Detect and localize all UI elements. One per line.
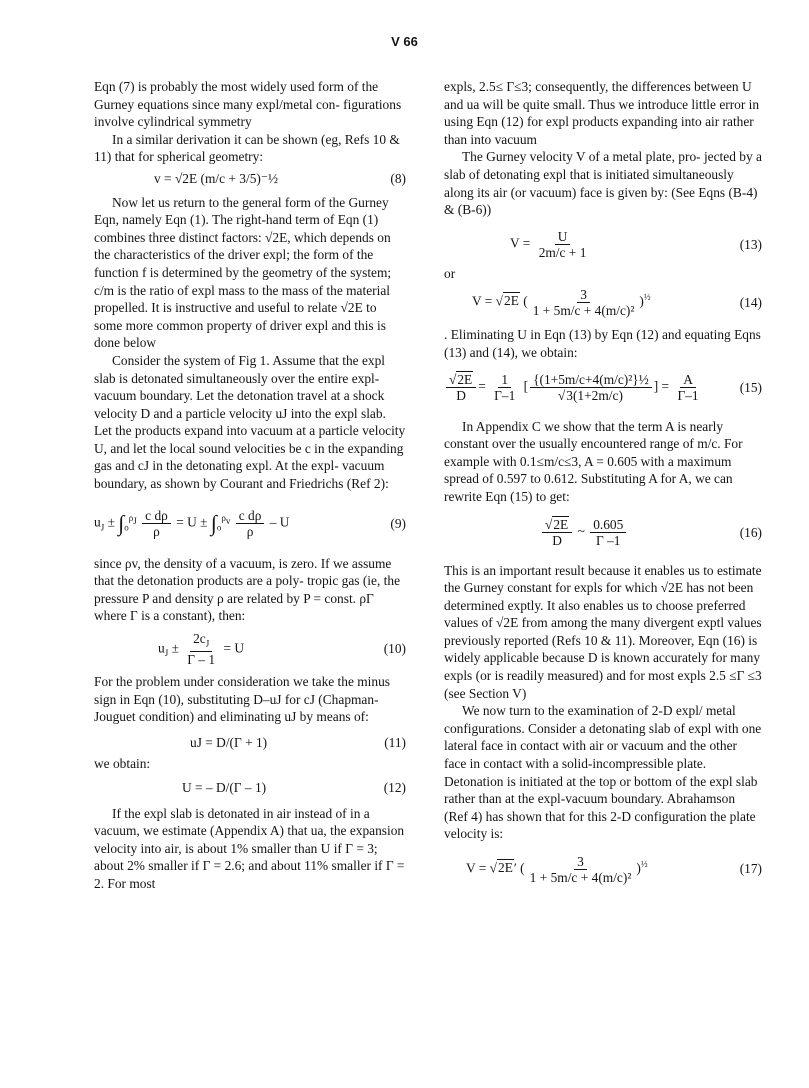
- equation-number: (10): [383, 641, 406, 657]
- equation-body: V = √2E′ ( $\frac{3}{\text{1 + 5m/c + 4(m/c)²}}$ )$^{\frac{1}{2}}$: [466, 853, 648, 885]
- equation-body: uJ = D/(Γ + 1): [190, 734, 268, 750]
- equation-body: $u_J \pm \int_o^{\rho_J}$ $\frac{\text{c dρ}}{\rho}$ = $U \pm \int_o^{\rho_v}$ $\frac{\text{c dρ}}{\rho}$ – U: [94, 508, 290, 540]
- equation-number: (15): [739, 379, 762, 395]
- equation-13: [510, 227, 762, 263]
- equation-number: (17): [739, 861, 762, 877]
- equation-body: V = √2E ( $\frac{3}{\text{1 + 5m/c + 4(m/c)²}}$ )$^{\frac{1}{2}}$: [472, 286, 651, 318]
- equation-9: [94, 503, 406, 545]
- paragraph: We now turn to the examination of 2-D expl/ metal configurations. Consider a detonating slab of expl with one lateral face in contact with air or vacuum and the other face in contact with a solid-incompressible plate. Detonation is initiated at the top or bottom of the expl slab rather than at the expl-vacuum boundary. Abrahamson (Ref 4) has shown that for this 2-D configuration the plate velocity is:: [444, 703, 762, 842]
- paragraph: Consider the system of Fig 1. Assume that the expl slab is detonated simultaneously over the entire expl-vacuum boundary. Let the detonation travel at a shock velocity D and a particle velocity uJ into the expl slab. Let the products expand into vacuum at a particle velocity U, and let the local sound velocities be c in the expanding gas and cJ in the detonating expl. At the expl- vacuum boundary, as shown by Courant and Friedrichs (Ref 2):: [94, 352, 406, 492]
- equation-number: (13): [739, 236, 762, 252]
- equation-body: v = √2E (m/c + 3/5)⁻½: [154, 170, 278, 186]
- paragraph: In Appendix C we show that the term A is nearly constant over the usually encountered range of m/c. For example with 0.1≤m/c≤3, A = 0.605 with a maximum spread of 0.597 to 0.612. Substituting A for A, we can rewrite Eqn (15) to get:: [444, 418, 743, 504]
- equation-body: $\frac{√2E}{D}$ = $\frac{1}{\Gamma-1}$ [ $\frac{\text{\{(1+5m/c+4(m/c)²\}½}}{√3(1+2m/c)}$ ] = $\frac{A}{\Gamma-1}$: [444, 372, 722, 403]
- paragraph: The Gurney velocity V of a metal plate, pro- jected by a slab of detonating expl that is initiated simultaneously along its air (or vacuum) face is given by: (See Eqns (B-4) & (B-6)): [444, 149, 762, 218]
- equation-16: [540, 514, 762, 552]
- paragraph: we obtain:: [94, 756, 151, 772]
- equation-15: [444, 368, 762, 408]
- left-column: [94, 78, 406, 893]
- equation-12: [182, 779, 406, 797]
- equation-number: (8): [390, 170, 406, 186]
- right-column: [444, 78, 762, 887]
- paragraph: . Eliminating U in Eqn (13) by Eqn (12) and equating Eqns (13) and (14), we obtain:: [444, 327, 761, 360]
- equation-14: [472, 284, 762, 320]
- paragraph: Now let us return to the general form of the Gurney Eqn, namely Eqn (1). The right-hand term of Eqn (1) combines three distinct factors: √2E, which depends on the characteristics of the driver expl; the form of the function f is determined by the geometry of the system; c/m is the ratio of expl mass to the mass of the material propelled. It is instructive and useful to relate √2E to some more common property of driver expl and this is done below: [94, 194, 392, 351]
- equation-body: $u_J$ ± $\frac{2c_J}{\Gamma - 1}$ = U: [158, 630, 245, 668]
- equation-17: [466, 851, 762, 887]
- equation-body: V = $\frac{U}{2m/c + 1}$: [510, 229, 587, 261]
- equation-11: [190, 734, 406, 752]
- page-number: V 66: [391, 34, 418, 49]
- paragraph: This is an important result because it enables us to estimate the Gurney constant for expls for which √2E has not been determined exptly. It also enables us to choose preferred values of √2E from among the many divergent exptl values previously reported (Refs 10 & 11). Moreover, Eqn (16) is widely applicable because D is known accurately for many expls (or is readily measured) and for most expls 2.5 ≤Γ ≤3 (see Section V): [444, 562, 762, 701]
- paragraph: If the expl slab is detonated in air instead of in a vacuum, we estimate (Appendix A) that ua, the expansion velocity into air, is about 1% smaller than U if Γ = 3; about 2% smaller if Γ = 2.6; and about 11% smaller if Γ = 2. For most: [94, 805, 405, 891]
- equation-number: (12): [383, 780, 406, 795]
- equation-body: $\frac{√2E}{D}$ ~ $\frac{0.605}{\Gamma -1}$: [540, 517, 722, 548]
- equation-10: [158, 631, 406, 667]
- equation-number: (16): [739, 524, 762, 540]
- equation-number: (11): [384, 734, 406, 750]
- or-text: or: [444, 265, 456, 281]
- paragraph: For the problem under consideration we take the minus sign in Eqn (10), substituting D–uJ for cJ (Chapman-Jouguet condition) and eliminating uJ by means of:: [94, 674, 391, 725]
- paragraph: since ρv, the density of a vacuum, is zero. If we assume that the detonation products are a poly- tropic gas (ie, the pressure P and density ρ are related by P = const. ρΓ where Γ is a constant), then:: [94, 555, 401, 624]
- paragraph: expls, 2.5≤ Γ≤3; consequently, the differences between U and ua will be quite small. Thus we introduce little error in using Eqn (12) for expl products expanding into air rather than into vacuum: [444, 79, 760, 147]
- equation-body: U = – D/(Γ – 1): [182, 780, 267, 795]
- paragraph: In a similar derivation it can be shown (eg, Refs 10 & 11) that for spherical geometry:: [94, 131, 400, 165]
- equation-number: (14): [739, 294, 762, 310]
- equation-number: (9): [390, 515, 406, 531]
- equation-8: [154, 170, 406, 188]
- paragraph: Eqn (7) is probably the most widely used form of the Gurney equations since many expl/metal con- figurations involve cylindrical symmetry: [94, 79, 402, 130]
